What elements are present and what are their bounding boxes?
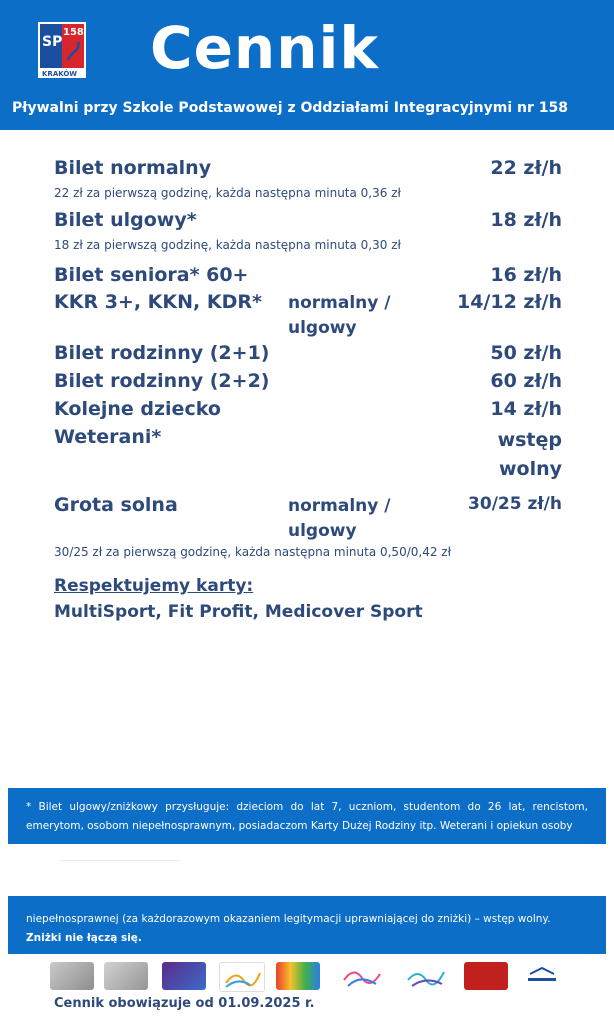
medicover-logo-icon [520,962,564,990]
footnote-bold-note: Zniżki nie łączą się. [26,932,142,944]
price-type [288,494,391,544]
price-type [288,291,391,341]
price-note: 22 zł za pierwszą godzinę, każda następna minuta 0,36 zł [54,186,401,200]
multisport-card-icon [219,962,265,992]
multisport-colorful-icon [276,962,320,990]
price-name: Weterani* [54,426,162,448]
school-logo [38,22,86,78]
price-type-line: ulgowy [288,318,357,338]
multisport-logo-icon [340,962,384,990]
price-note: 18 zł za pierwszą godzinę, każda następna minuta 0,30 zł [54,238,401,252]
price-name: Kolejne dziecko [54,398,221,420]
price-name: Bilet rodzinny (2+2) [54,370,270,392]
price-value: 60 zł/h [490,370,562,392]
price-name: Bilet seniora* 60+ [54,264,249,286]
footnote-box-continued [8,896,606,954]
price-value: 30/25 zł/h [468,494,562,514]
page-title: Cennik [150,14,379,82]
svg-text:158: 158 [63,27,84,38]
card-grey-icon [50,962,94,990]
price-value: 18 zł/h [490,209,562,231]
price-type-line: normalny / [288,293,391,313]
price-value: 22 zł/h [490,157,562,179]
price-value-line: wolny [498,458,562,480]
price-value-line: wstęp [497,429,562,451]
svg-text:SP: SP [42,34,63,50]
price-value [412,426,562,484]
price-value: 50 zł/h [490,342,562,364]
price-name: Grota solna [54,494,178,516]
footnote-text: * Bilet ulgowy/zniżkowy przysługuje: dzieciom do lat 7, uczniom, studentom do 26 lat, rencistom, emerytom, osobom niepełnosprawnym, posiadaczom Karty Dużej Rodziny itp. Weterani i opiekun osoby [26,801,588,832]
price-value: 14 zł/h [490,398,562,420]
fitsport-card-icon [464,962,508,990]
footnote-text-part: niepełnosprawnej (za każdorazowym okazaniem legitymacji uprawniającej do zniżki) – wstęp wolny. [26,913,551,925]
page-subtitle: Pływalni przy Szkole Podstawowej z Oddziałami Integracyjnymi nr 158 [12,100,569,116]
valid-from-text: Cennik obowiązuje od 01.09.2025 r. [54,996,315,1011]
price-type-line: ulgowy [288,521,357,541]
footnote-box [8,788,606,844]
multisport-logo-icon [404,962,448,990]
card-grey-icon [104,962,148,990]
price-name: KKR 3+, KKN, KDR* [54,291,262,313]
svg-text:KRAKÓW: KRAKÓW [42,70,78,78]
price-value: 14/12 zł/h [456,291,562,313]
card-purple-icon [162,962,206,990]
cards-list: MultiSport, Fit Profit, Medicover Sport [54,602,423,622]
price-note: 30/25 zł za pierwszą godzinę, każda następna minuta 0,50/0,42 zł [54,545,451,559]
price-name: Bilet ulgowy* [54,209,197,231]
price-name: Bilet rodzinny (2+1) [54,342,270,364]
divider [60,860,180,861]
footnote-text-continued [8,896,606,948]
price-value: 16 zł/h [490,264,562,286]
price-name: Bilet normalny [54,157,212,179]
cards-heading: Respektujemy karty: [54,576,254,596]
price-type-line: normalny / [288,496,391,516]
